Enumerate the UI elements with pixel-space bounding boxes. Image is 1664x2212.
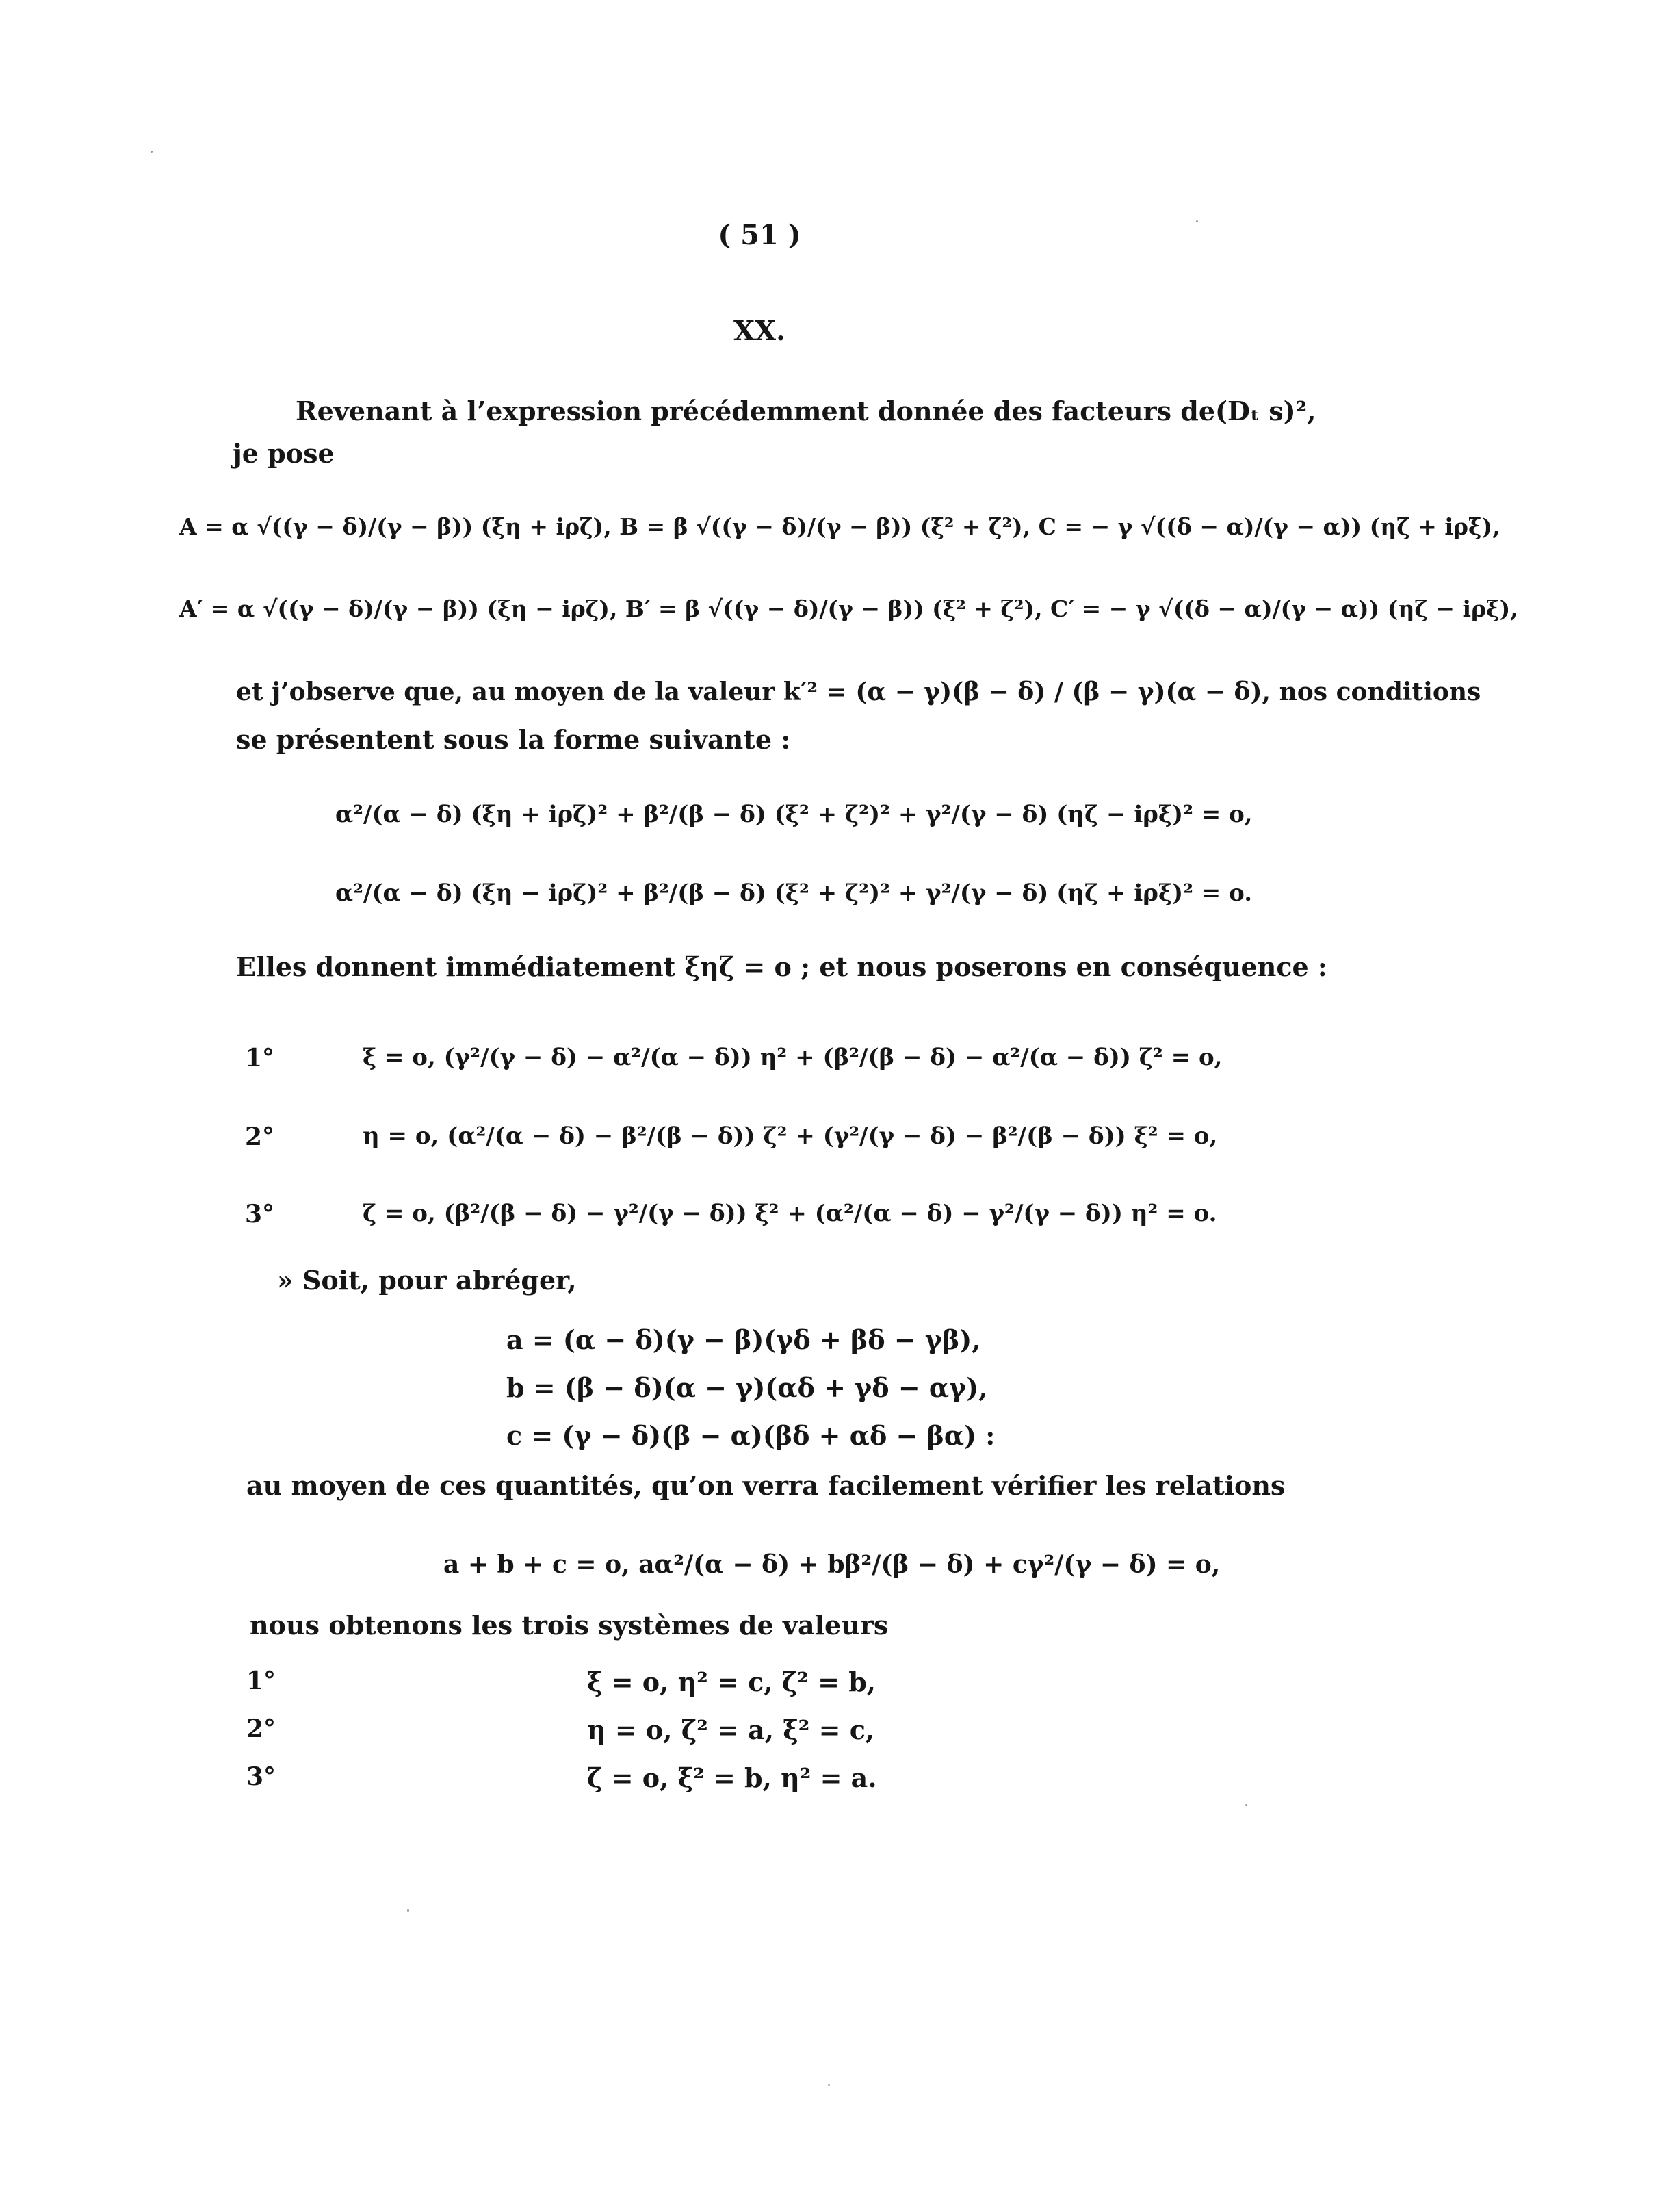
definition-A-prime-B-prime-C-prime: A′ = α √((γ − δ)/(γ − β)) (ξη − iρζ), B′ = β √((γ − δ)/(γ − β)) (ξ² + ζ²), C′ = − γ √((δ − α)/(γ − α)) (ηζ − iρξ), [179, 595, 1518, 622]
page-number: ( 51 ) [718, 219, 801, 251]
relations: a + b + c = o, aα²/(α − δ) + bβ²/(β − δ) + cγ²/(γ − δ) = o, [443, 1550, 1221, 1579]
abbrev-a: a = (α − δ)(γ − β)(γδ + βδ − γβ), [506, 1324, 981, 1355]
moyen-line: au moyen de ces quantités, qu’on verra facilement vérifier les relations [246, 1470, 1286, 1501]
system-label-3: 3° [246, 1762, 276, 1791]
scan-speck [828, 2084, 830, 2086]
case-label-2: 2° [245, 1122, 275, 1151]
obtenons-line: nous obtenons les trois systèmes de valeurs [250, 1610, 889, 1641]
system-equation-3: ζ = o, ξ² = b, η² = a. [587, 1762, 877, 1793]
case-equation-3: ζ = o, (β²/(β − δ) − γ²/(γ − δ)) ξ² + (α²/(α − δ) − γ²/(γ − δ)) η² = o. [363, 1200, 1217, 1227]
abbrev-b: b = (β − δ)(α − γ)(αδ + γδ − αγ), [506, 1372, 988, 1403]
definition-A-B-C: A = α √((γ − δ)/(γ − β)) (ξη + iρζ), B = β √((γ − δ)/(γ − β)) (ξ² + ζ²), C = − γ √((δ − α)/(γ − α)) (ηζ + iρξ), [179, 513, 1500, 540]
intro-line-2: je pose [233, 438, 335, 469]
scan-speck [407, 1909, 409, 1912]
observe-line-1: et j’observe que, au moyen de la valeur k′² = (α − γ)(β − δ) / (β − γ)(α − δ), nos conditions [236, 678, 1481, 706]
system-label-2: 2° [246, 1714, 276, 1743]
case-equation-2: η = o, (α²/(α − δ) − β²/(β − δ)) ζ² + (γ²/(γ − δ) − β²/(β − δ)) ξ² = o, [363, 1122, 1218, 1150]
intro-line-1: Revenant à l’expression précédemment donnée des facteurs de(Dₜ s)², [296, 396, 1316, 426]
system-equation-2: η = o, ζ² = a, ξ² = c, [587, 1714, 875, 1745]
scan-speck [151, 151, 153, 153]
system-equation-1: ξ = o, η² = c, ζ² = b, [587, 1667, 876, 1697]
abbrev-c: c = (γ − δ)(β − α)(βδ + αδ − βα) : [506, 1420, 996, 1451]
system-label-1: 1° [246, 1667, 276, 1695]
case-equation-1: ξ = o, (γ²/(γ − δ) − α²/(α − δ)) η² + (β²/(β − δ) − α²/(α − δ)) ζ² = o, [363, 1044, 1223, 1071]
condition-1: α²/(α − δ) (ξη + iρζ)² + β²/(β − δ) (ξ² + ζ²)² + γ²/(γ − δ) (ηζ − iρξ)² = o, [335, 801, 1253, 828]
elles-line: Elles donnent immédiatement ξηζ = o ; et nous poserons en conséquence : [236, 951, 1327, 982]
condition-2: α²/(α − δ) (ξη − iρζ)² + β²/(β − δ) (ξ² + ζ²)² + γ²/(γ − δ) (ηζ + iρξ)² = o. [335, 879, 1253, 907]
observe-line-2: se présentent sous la forme suivante : [236, 724, 791, 755]
scan-speck [1196, 220, 1198, 222]
section-heading: XX. [733, 315, 785, 347]
case-label-3: 3° [245, 1200, 275, 1229]
soit-line: » Soit, pour abréger, [277, 1265, 577, 1296]
case-label-1: 1° [245, 1044, 275, 1072]
scan-speck [1245, 1804, 1247, 1806]
